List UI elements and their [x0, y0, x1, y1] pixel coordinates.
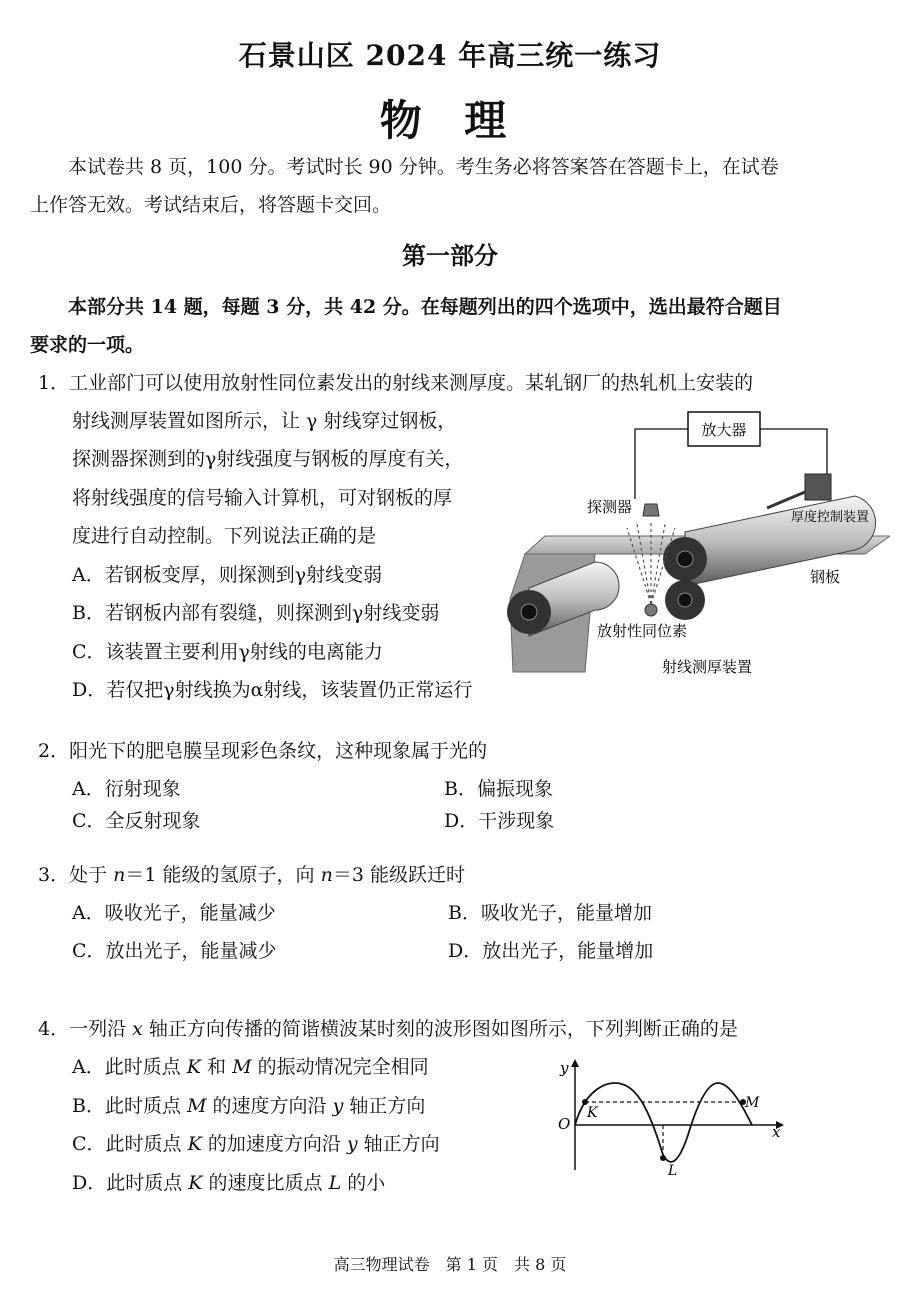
- section-instruction-line-2: 要求的一项。: [30, 334, 145, 356]
- q1-stem-line-2: 射线测厚装置如图所示，让 γ 射线穿过钢板，: [72, 410, 457, 432]
- isotope-source: [645, 604, 657, 616]
- q4-option-b: B．此时质点 M 的速度方向沿 y 轴正方向: [72, 1095, 426, 1117]
- point-l-label: L: [668, 1163, 678, 1179]
- q4-option-d: D．此时质点 K 的速度比质点 L 的小: [72, 1172, 386, 1194]
- wave-curve: [575, 1083, 752, 1162]
- q3-option-d: D．放出光子，能量增加: [448, 940, 654, 962]
- point-m-label: M: [745, 1095, 760, 1111]
- q1-stem-line-1: 1．工业部门可以使用放射性同位素发出的射线来测厚度。某轧钢厂的热轧机上安装的: [38, 372, 754, 394]
- q2-option-c: C．全反射现象: [72, 810, 201, 832]
- y-axis-label: y: [560, 1059, 569, 1077]
- detector-label: 探测器: [587, 498, 633, 516]
- q4-option-a: A．此时质点 K 和 M 的振动情况完全相同: [72, 1056, 429, 1078]
- amplifier-label: 放大器: [701, 421, 747, 439]
- q2-option-b: B．偏振现象: [444, 778, 553, 800]
- point-l: [660, 1155, 666, 1161]
- detector: [643, 504, 659, 516]
- q1-stem-line-4: 将射线强度的信号输入计算机，可对钢板的厚: [72, 487, 453, 509]
- q2-option-d: D．干涉现象: [444, 810, 555, 832]
- isotope-label: 放射性同位素: [597, 622, 688, 640]
- control-rod: [767, 492, 805, 508]
- q3-option-a: A．吸收光子，能量减少: [72, 902, 276, 924]
- wave-graph: [550, 1055, 800, 1185]
- thickness-control-box: [805, 474, 831, 500]
- point-k-label: K: [587, 1105, 598, 1121]
- exam-title: 石景山区 2024 年高三统一练习: [238, 39, 662, 72]
- q3-option-c: C．放出光子，能量减少: [72, 940, 277, 962]
- q1-option-b: B．若钢板内部有裂缝，则探测到γ射线变弱: [72, 602, 440, 624]
- intro-line-2: 上作答无效。考试结束后，将答题卡交回。: [30, 194, 392, 216]
- q3-stem: 3．处于 n＝1 能级的氢原子，向 n＝3 能级跃迁时: [38, 864, 465, 886]
- intro-line-1: 本试卷共 8 页，100 分。考试时长 90 分钟。考生务必将答案答在答题卡上，在试卷: [68, 156, 779, 178]
- section-title: 第一部分: [402, 241, 498, 270]
- figure-caption: 射线测厚装置: [662, 658, 753, 676]
- q1-stem-line-3: 探测器探测到的γ射线强度与钢板的厚度有关，: [72, 448, 464, 470]
- q1-option-d: D．若仅把γ射线换为α射线，该装置仍正常运行: [72, 679, 473, 701]
- q3-option-b: B．吸收光子，能量增加: [448, 902, 652, 924]
- x-axis-label: x: [772, 1123, 781, 1141]
- q2-option-a: A．衍射现象: [72, 778, 181, 800]
- wire-right: [760, 429, 827, 474]
- section-instruction-line-1: 本部分共 14 题，每题 3 分，共 42 分。在每题列出的四个选项中，选出最符合题目: [68, 296, 782, 318]
- page-footer: 高三物理试卷 第 1 页 共 8 页: [333, 1255, 567, 1274]
- q4-option-c: C．此时质点 K 的加速度方向沿 y 轴正方向: [72, 1133, 440, 1155]
- q4-stem: 4．一列沿 x 轴正方向传播的简谐横波某时刻的波形图如图所示，下列判断正确的是: [38, 1018, 738, 1040]
- subject-title: 物 理: [379, 96, 521, 145]
- q1-stem-line-5: 度进行自动控制。下列说法正确的是: [72, 525, 377, 547]
- q1-option-c: C．该装置主要利用γ射线的电离能力: [72, 641, 383, 663]
- thickness-gauge-figure: [505, 404, 890, 684]
- q1-option-a: A．若钢板变厚，则探测到γ射线变弱: [72, 564, 383, 586]
- origin-label: O: [558, 1115, 571, 1133]
- q2-stem: 2．阳光下的肥皂膜呈现彩色条纹，这种现象属于光的: [38, 740, 488, 762]
- thickness-control-label: 厚度控制装置: [791, 510, 870, 525]
- wire-left: [635, 429, 688, 499]
- steel-plate-label: 钢板: [810, 568, 841, 586]
